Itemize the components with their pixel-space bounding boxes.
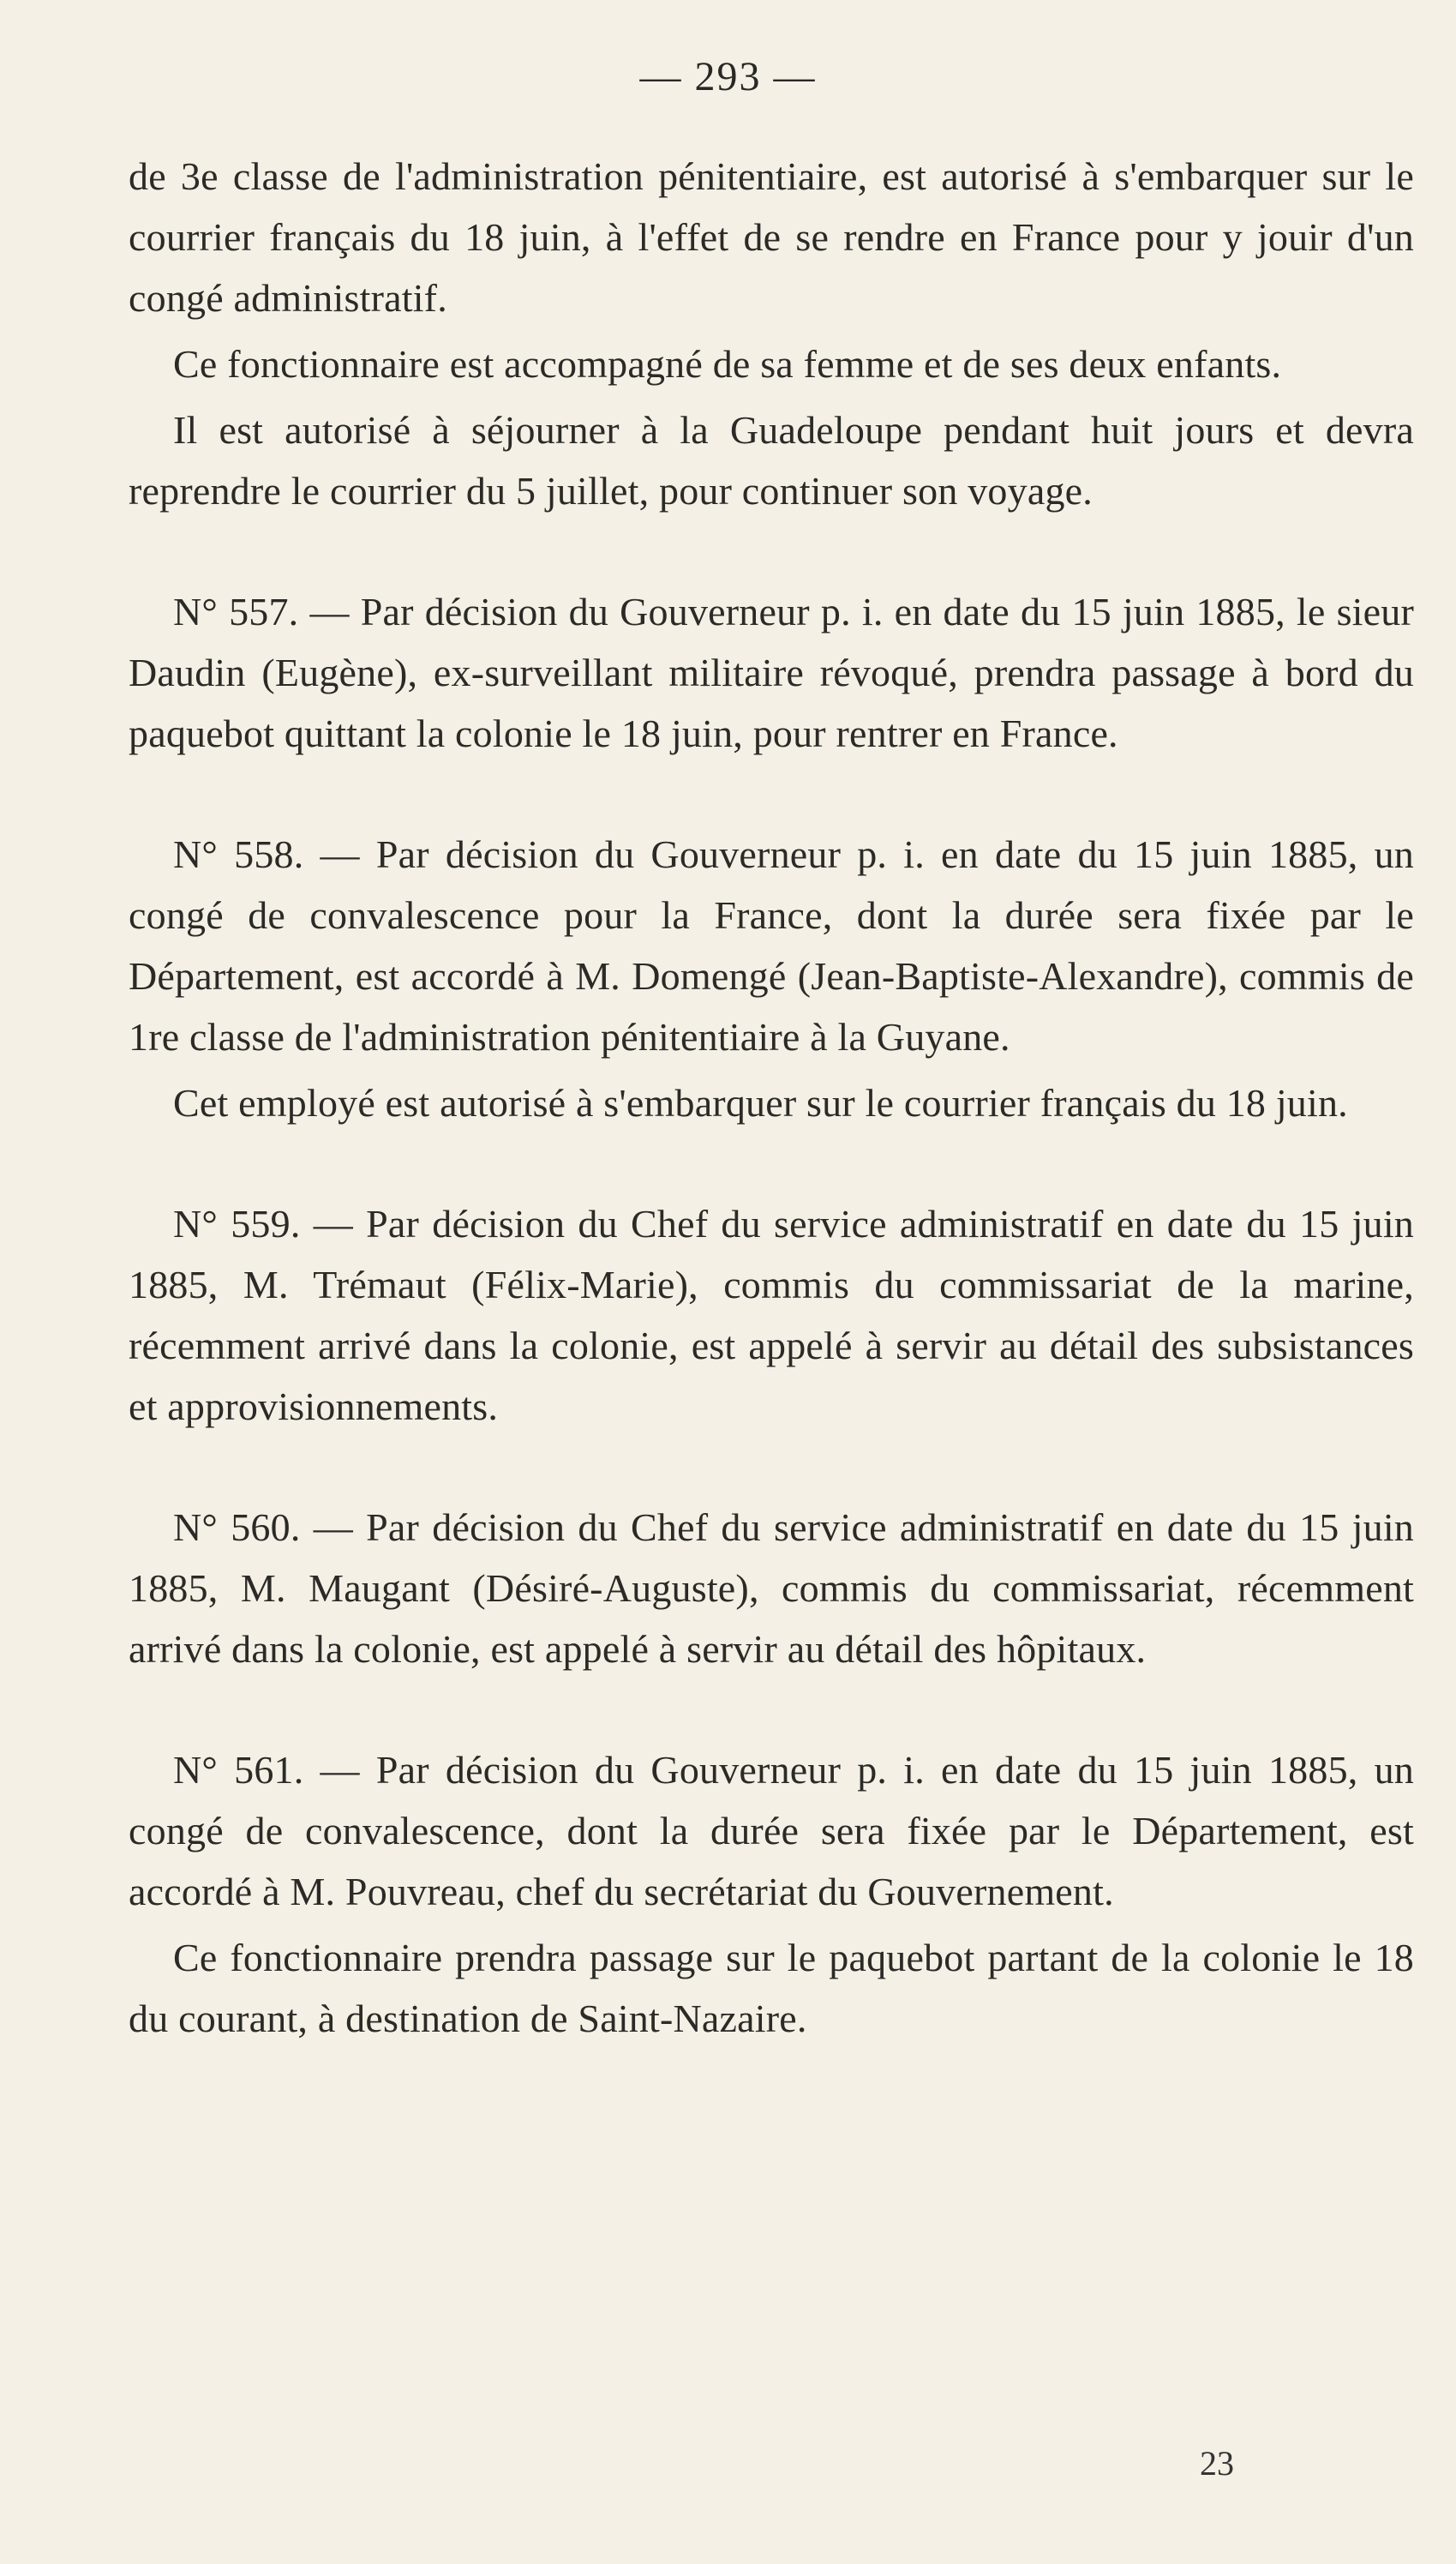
decision-561: N° 561. — Par décision du Gouverneur p. i. en date du 15 juin 1885, un congé de convalescence, dont la durée sera fixée par le Département, est accordé à M. Pouvreau, chef du secrétariat du Gouvernement. — [129, 1748, 1414, 1913]
decision-558: N° 558. — Par décision du Gouverneur p. i. en date du 15 juin 1885, un congé de convalescence pour la France, dont la durée sera fixée par le Département, est accordé à M. Domengé (Jean-Baptiste-Alexandre), commis de 1re classe de l'administration pénitentiaire à la Guyane. — [129, 832, 1414, 1059]
decision-557: N° 557. — Par décision du Gouverneur p. i. en date du 15 juin 1885, le sieur Daudin (Eugène), ex-surveillant militaire révoqué, prendra passage à bord du paquebot quittant la colonie le 18 juin, pour rentrer en France. — [129, 590, 1414, 755]
page-number-header: — 293 — — [639, 54, 817, 99]
paragraph-accompaniment: Ce fonctionnaire est accompagné de sa femme et de ses deux enfants. — [173, 342, 1282, 386]
decision-561-note: Ce fonctionnaire prendra passage sur le paquebot partant de la colonie le 18 du courant, à destination de Saint-Nazaire. — [129, 1936, 1414, 2040]
decision-559: N° 559. — Par décision du Chef du service administratif en date du 15 juin 1885, M. Trémaut (Félix-Marie), commis du commissariat de la marine, récemment arrivé dans la colonie, est appelé à servir au détail des subsistances et approvisionnements. — [129, 1202, 1414, 1428]
paragraph-continuation: de 3e classe de l'administration pénitentiaire, est autorisé à s'embarquer sur le courrier français du 18 juin, à l'effet de se rendre en France pour y jouir d'un congé administratif. — [129, 154, 1414, 320]
document-body — [129, 146, 1414, 2049]
decision-558-note: Cet employé est autorisé à s'embarquer sur le courrier français du 18 juin. — [173, 1081, 1348, 1125]
signature-mark: 23 — [1200, 2444, 1234, 2483]
decision-560: N° 560. — Par décision du Chef du service administratif en date du 15 juin 1885, M. Maugant (Désiré-Auguste), commis du commissariat, récemment arrivé dans la colonie, est appelé à servir au détail des hôpitaux. — [129, 1505, 1414, 1671]
paragraph-guadeloupe-stay: Il est autorisé à séjourner à la Guadeloupe pendant huit jours et devra reprendre le courrier du 5 juillet, pour continuer son voyage. — [129, 408, 1414, 513]
